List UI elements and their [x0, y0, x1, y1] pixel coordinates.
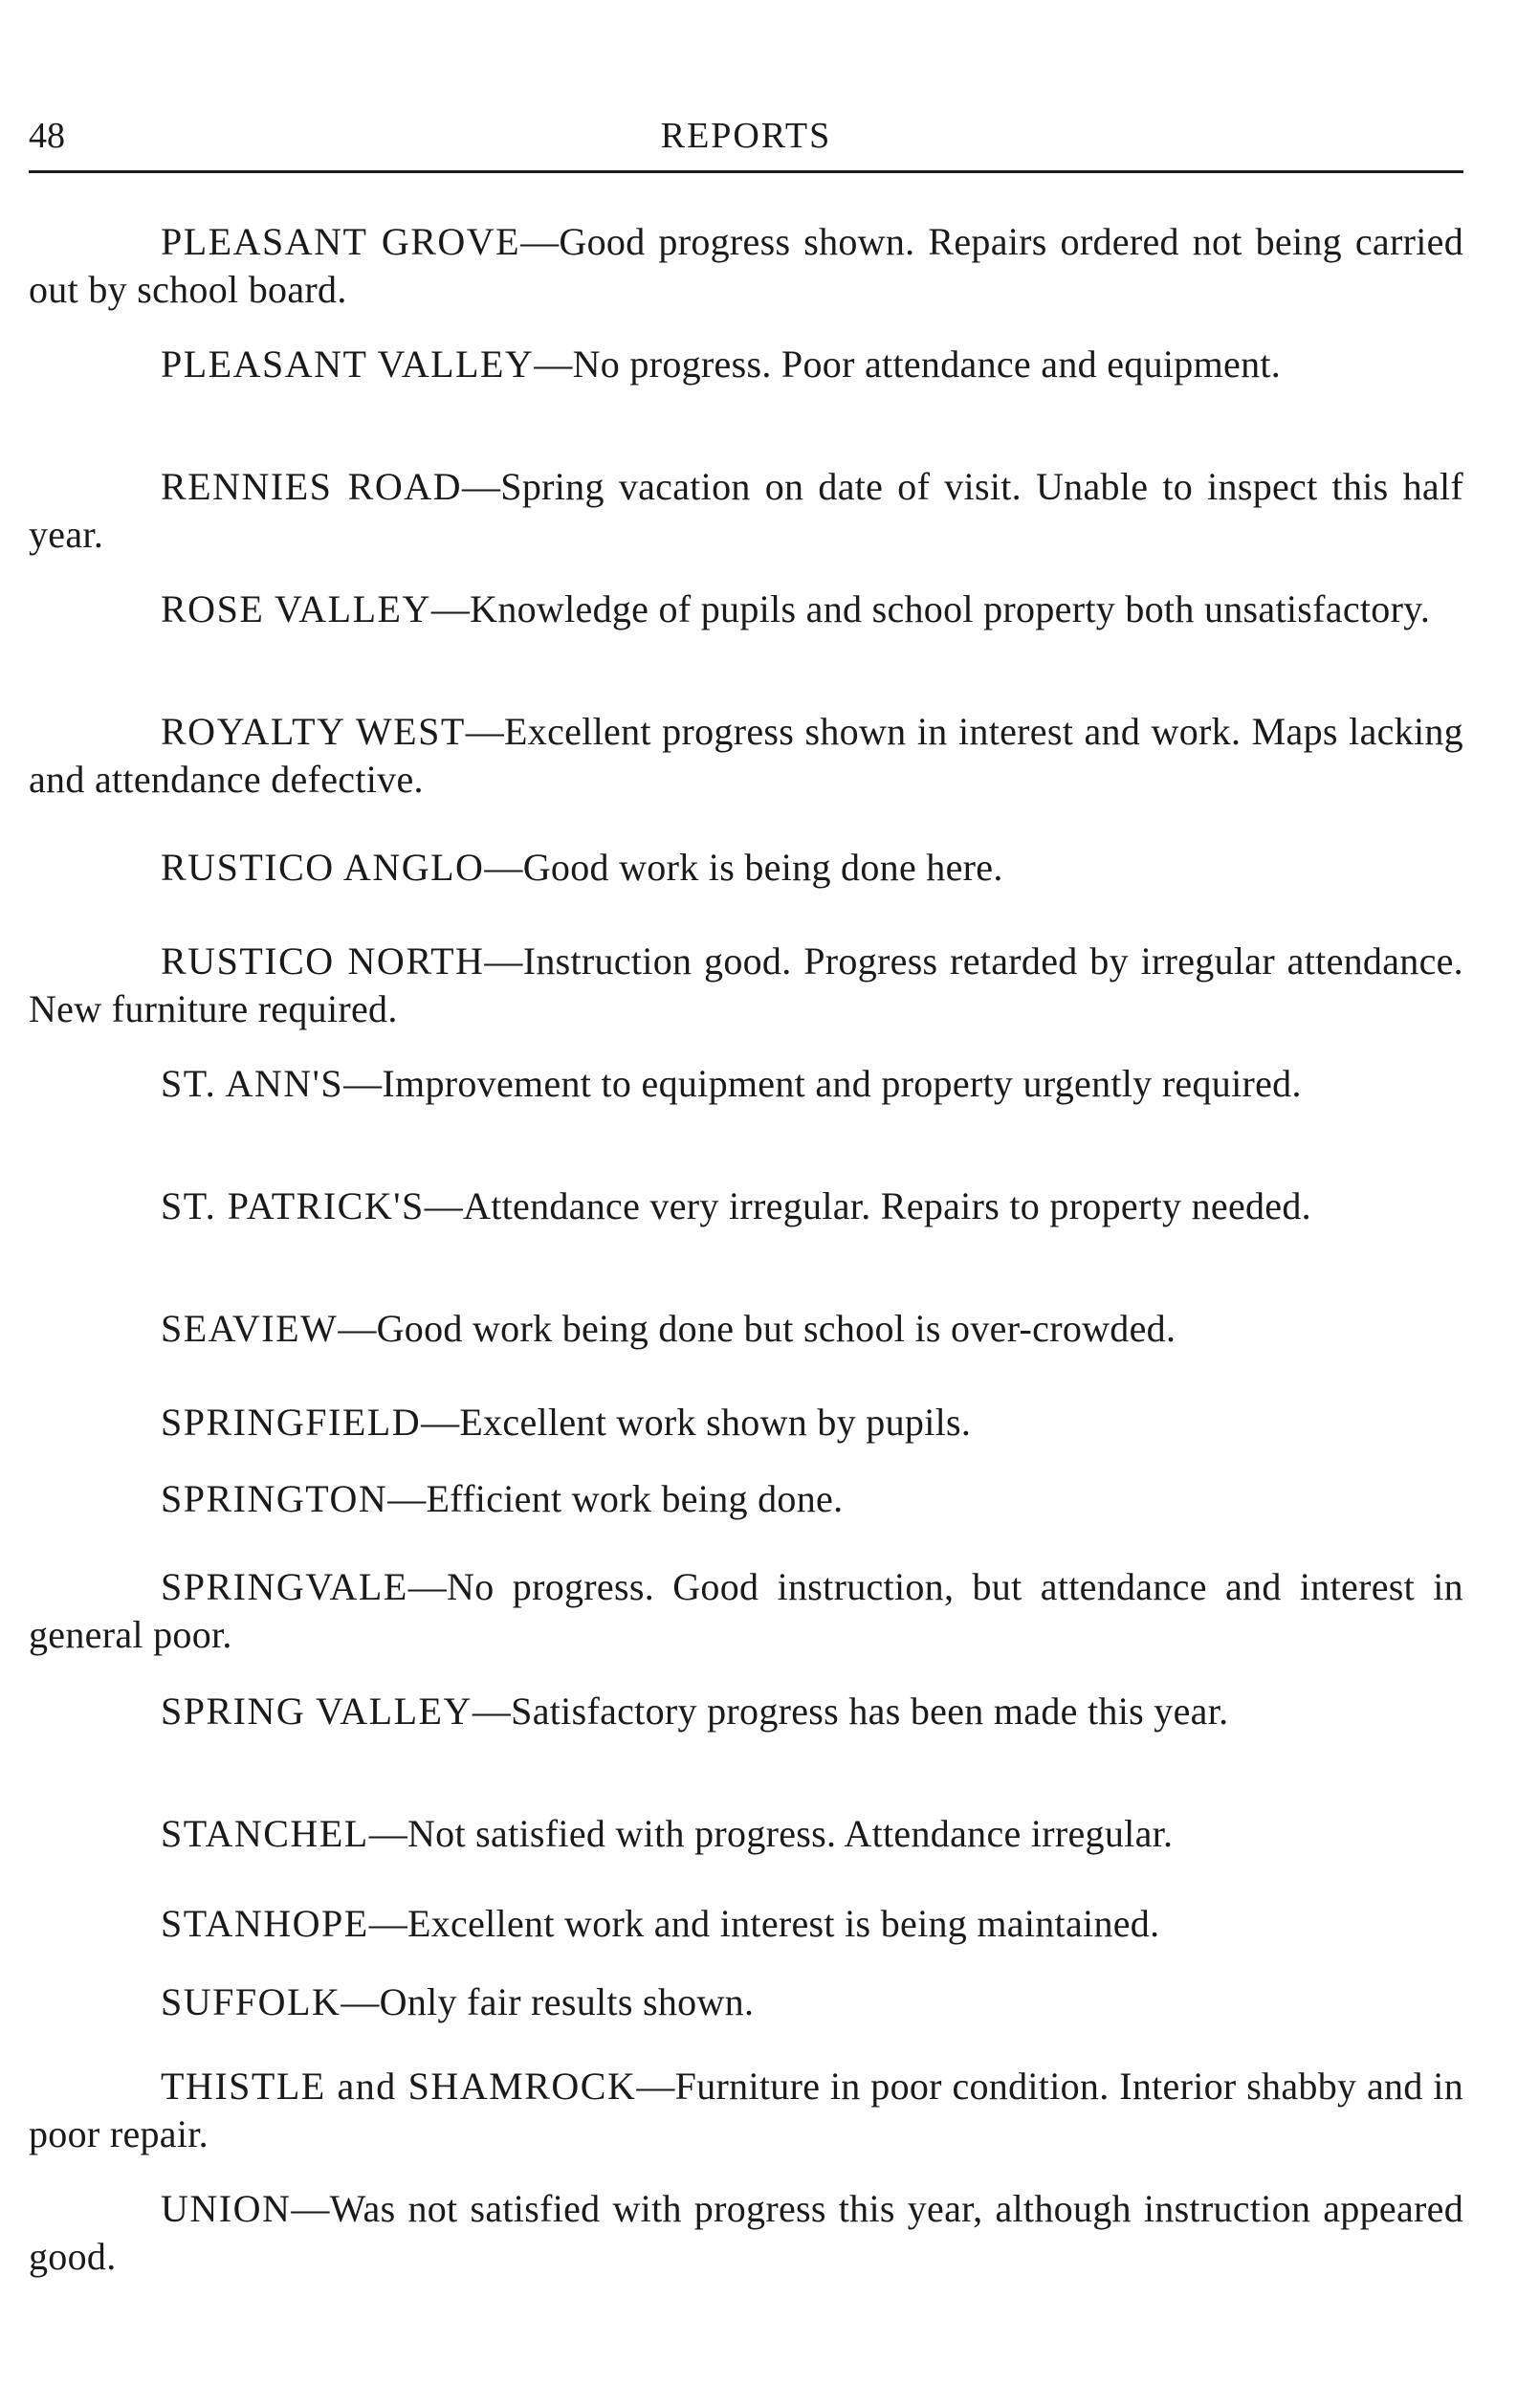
school-name: UNION	[161, 2187, 292, 2230]
school-name: RUSTICO NORTH	[161, 939, 485, 983]
report-entry	[29, 844, 1463, 892]
school-name: PLEASANT VALLEY	[161, 342, 535, 386]
report-entry	[29, 1305, 1463, 1353]
report-text: —No progress. Good instruction, but attendance and interest in general poor.	[29, 1565, 1463, 1656]
report-text: —Good progress shown. Repairs ordered not being carried out by school board.	[29, 220, 1463, 311]
report-entry	[29, 2185, 1463, 2281]
report-entry	[29, 1060, 1463, 1108]
school-name: STANHOPE	[161, 1902, 369, 1945]
report-entry	[29, 1810, 1463, 1858]
school-name: SPRINGVALE	[161, 1565, 408, 1608]
report-entry	[29, 341, 1463, 388]
school-name: STANCHEL	[161, 1812, 369, 1855]
report-text: —Only fair results shown.	[341, 1980, 755, 2023]
report-text: —Spring vacation on date of visit. Unable to inspect this half year.	[29, 465, 1463, 556]
report-entry	[29, 1475, 1463, 1523]
running-title: REPORTS	[660, 116, 832, 156]
report-entry	[29, 463, 1463, 559]
report-text: —Improvement to equipment and property urgently required.	[343, 1062, 1302, 1105]
report-text: —Good work being done but school is over-crowded.	[338, 1307, 1176, 1350]
report-entry	[29, 585, 1463, 633]
school-name: SEAVIEW	[161, 1307, 339, 1350]
report-text: —Satisfactory progress has been made this year.	[472, 1690, 1229, 1733]
school-name: SPRING VALLEY	[161, 1690, 473, 1733]
report-entry	[29, 938, 1463, 1033]
report-text: —Knowledge of pupils and school property both unsatisfactory.	[430, 587, 1431, 630]
report-text: —Excellent work and interest is being maintained.	[368, 1902, 1160, 1945]
school-name: THISTLE and SHAMROCK	[161, 2065, 637, 2108]
school-name: RENNIES ROAD	[161, 465, 462, 508]
report-text: —Furniture in poor condition. Interior shabby and in poor repair.	[29, 2065, 1463, 2155]
school-name: SPRINGFIELD	[161, 1401, 422, 1444]
report-entry	[29, 1182, 1463, 1230]
report-entry	[29, 708, 1463, 804]
school-name: ST. ANN'S	[161, 1062, 344, 1105]
report-text: —Not satisfied with progress. Attendance irregular.	[368, 1812, 1174, 1855]
report-text: —Efficient work being done.	[387, 1477, 844, 1520]
report-text: —Excellent progress shown in interest and work. Maps lacking and attendance defective.	[29, 710, 1463, 801]
report-text: —Excellent work shown by pupils.	[421, 1401, 972, 1444]
school-name: SUFFOLK	[161, 1980, 341, 2023]
report-entry	[29, 1978, 1463, 2026]
report-text: —Good work is being done here.	[484, 846, 1003, 889]
report-entry	[29, 1900, 1463, 1948]
school-name: PLEASANT GROVE	[161, 220, 521, 263]
report-entry	[29, 1688, 1463, 1735]
page-number: 48	[29, 116, 65, 156]
report-entry	[29, 1399, 1463, 1447]
report-entry	[29, 218, 1463, 314]
page-header	[29, 113, 1463, 170]
school-name: RUSTICO ANGLO	[161, 846, 485, 889]
report-entry	[29, 1563, 1463, 1659]
school-name: ST. PATRICK'S	[161, 1184, 425, 1227]
school-name: ROYALTY WEST	[161, 710, 466, 753]
report-text: —No progress. Poor attendance and equipment.	[534, 342, 1282, 386]
report-text: —Instruction good. Progress retarded by irregular attendance. New furniture required.	[29, 939, 1463, 1030]
school-name: ROSE VALLEY	[161, 587, 431, 630]
report-entry	[29, 2063, 1463, 2158]
school-name: SPRINGTON	[161, 1477, 388, 1520]
report-text: —Attendance very irregular. Repairs to property needed.	[424, 1184, 1311, 1227]
header-rule	[29, 170, 1463, 173]
report-text: —Was not satisfied with progress this year, although instruction appeared good.	[29, 2187, 1463, 2278]
